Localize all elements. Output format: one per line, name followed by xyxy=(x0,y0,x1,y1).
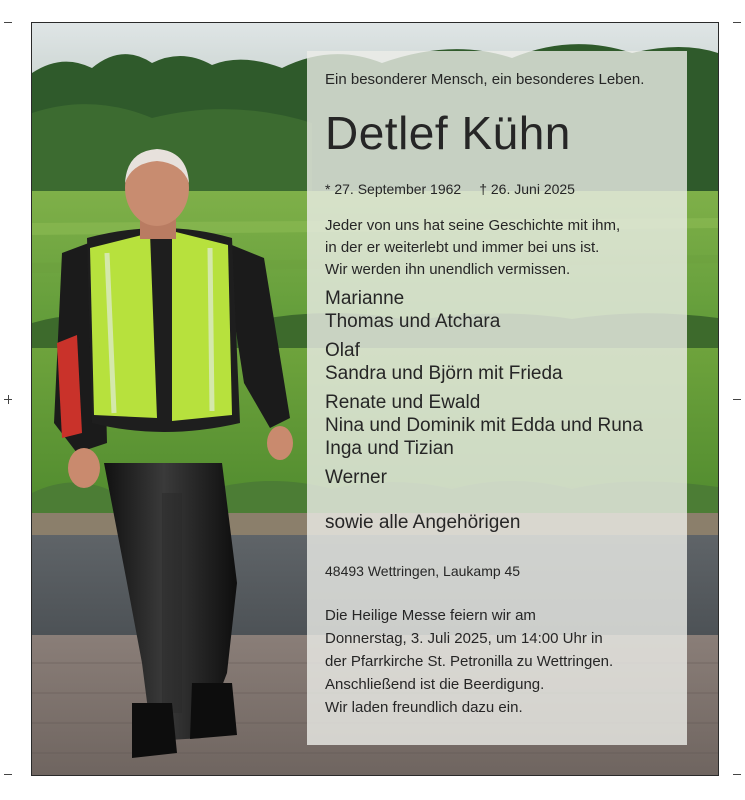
mourner: Werner xyxy=(325,467,387,488)
life-dates xyxy=(325,181,575,197)
mourner: Inga und Tizian xyxy=(325,438,454,459)
mourner: Olaf xyxy=(325,340,360,361)
service-line: Die Heilige Messe feiern wir am xyxy=(325,607,536,624)
crop-mark-top-left xyxy=(4,22,12,23)
service-line: Donnerstag, 3. Juli 2025, um 14:00 Uhr in xyxy=(325,630,603,647)
other-relatives: sowie alle Angehörigen xyxy=(325,512,521,533)
crop-mark-right-middle xyxy=(733,399,741,400)
service-line: Wir laden freundlich dazu ein. xyxy=(325,699,523,716)
address: 48493 Wettringen, Laukamp 45 xyxy=(325,563,521,579)
death-date: † 26. Juni 2025 xyxy=(479,181,575,197)
birth-date: * 27. September 1962 xyxy=(325,181,462,197)
motto: Ein besonderer Mensch, ein besonderes Leben. xyxy=(325,71,645,88)
verse-line: Wir werden ihn unendlich vermissen. xyxy=(325,261,571,278)
service-info xyxy=(325,604,613,719)
mourners-list xyxy=(325,287,643,489)
verse-line: in der er weiterlebt und immer bei uns ist. xyxy=(325,239,600,256)
mourner: Sandra und Björn mit Frieda xyxy=(325,363,563,384)
crop-mark-left-middle-v xyxy=(8,395,9,404)
service-line: Anschließend ist die Beerdigung. xyxy=(325,676,545,693)
mourner: Renate und Ewald xyxy=(325,392,481,413)
crop-mark-bottom-left xyxy=(4,774,12,775)
crop-mark-top-right xyxy=(733,22,741,23)
obituary-frame xyxy=(31,22,719,776)
verse xyxy=(325,215,620,281)
mourner: Thomas und Atchara xyxy=(325,311,501,332)
mourner: Marianne xyxy=(325,288,405,309)
text-panel xyxy=(307,51,687,745)
service-line: der Pfarrkirche St. Petronilla zu Wettringen. xyxy=(325,653,614,670)
verse-line: Jeder von uns hat seine Geschichte mit ihm, xyxy=(325,217,621,234)
deceased-name: Detlef Kühn xyxy=(325,107,571,159)
crop-mark-bottom-right xyxy=(733,774,741,775)
mourner: Nina und Dominik mit Edda und Runa xyxy=(325,415,643,436)
